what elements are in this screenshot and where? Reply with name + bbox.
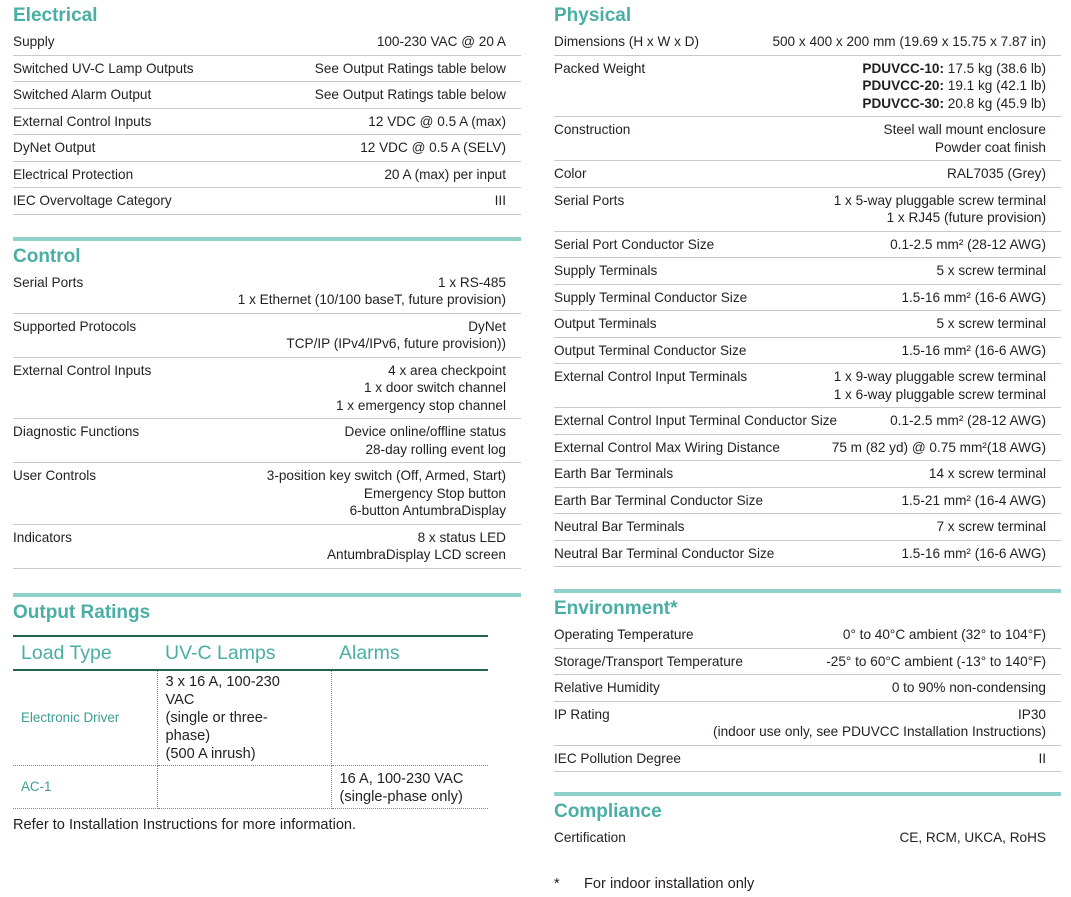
spec-label: External Control Input Terminals	[554, 369, 748, 384]
spec-row	[554, 746, 1061, 773]
spec-label: Supported Protocols	[13, 318, 137, 334]
spec-row	[554, 285, 1061, 312]
environment-section	[554, 593, 1061, 772]
compliance-section	[554, 796, 1061, 851]
section-title: Compliance	[554, 801, 662, 822]
output-ratings-table	[13, 635, 488, 809]
spec-value: 0° to 40°C ambient (32° to 104°F)	[842, 627, 1046, 642]
weight-value: 20.8 kg (45.9 lb)	[943, 95, 1046, 111]
value-line: AntumbraDisplay LCD screen	[326, 547, 506, 562]
column-header: UV-C Lamps	[157, 636, 331, 670]
spec-label: Diagnostic Functions	[13, 424, 140, 439]
cell-line: VAC	[165, 691, 195, 708]
spec-label: User Controls	[13, 468, 97, 483]
spec-row	[554, 258, 1061, 285]
spec-label: Supply Terminal Conductor Size	[554, 289, 748, 305]
value-line: Emergency Stop button	[363, 485, 506, 501]
spec-row	[554, 56, 1061, 118]
spec-value: 500 x 400 x 200 mm (19.69 x 15.75 x 7.87 in)	[772, 34, 1046, 49]
load-type-cell: AC-1	[13, 765, 157, 808]
value-line: Device online/offline status	[344, 424, 506, 439]
table-header-row	[13, 636, 488, 670]
spec-value: 1.5-16 mm² (16-6 AWG)	[901, 289, 1046, 305]
spec-row	[13, 109, 521, 136]
spec-value: 0 to 90% non-condensing	[891, 680, 1046, 695]
spec-label: Switched Alarm Output	[13, 87, 152, 102]
spec-label: Relative Humidity	[554, 680, 660, 695]
section-title: Environment*	[554, 598, 678, 619]
spec-row	[554, 117, 1061, 161]
model-name: PDUVCC-10:	[862, 60, 944, 76]
right-column	[554, 0, 1061, 851]
section-title: Physical	[554, 5, 632, 26]
cell-line: 16 A, 100-230 VAC	[339, 770, 464, 787]
value-line	[862, 60, 1046, 78]
table-row	[13, 670, 488, 766]
spec-row	[554, 232, 1061, 259]
spec-row	[554, 622, 1061, 649]
spec-label: DyNet Output	[13, 140, 96, 155]
spec-value: 12 VDC @ 0.5 A (SELV)	[360, 140, 506, 155]
spec-label: External Control Inputs	[13, 362, 152, 378]
value-line: 6-button AntumbraDisplay	[349, 503, 506, 518]
footnote-marker: *	[554, 876, 560, 892]
cell-line: (single or three-	[165, 709, 268, 726]
value-line	[862, 95, 1046, 113]
spec-row	[554, 311, 1061, 338]
spec-label: Earth Bar Terminals	[554, 466, 674, 481]
spec-label: External Control Inputs	[13, 113, 152, 129]
spec-row	[13, 29, 521, 56]
spec-label: Serial Port Conductor Size	[554, 236, 715, 252]
spec-value	[238, 274, 521, 309]
spec-label: Storage/Transport Temperature	[554, 653, 743, 669]
value-line: TCP/IP (IPv4/IPv6, future provision))	[286, 336, 506, 351]
spec-row	[554, 675, 1061, 702]
spec-label: Color	[554, 166, 587, 181]
spec-row	[13, 82, 521, 109]
spec-row	[13, 358, 521, 420]
spec-row	[554, 541, 1061, 568]
spec-value: 5 x screw terminal	[936, 316, 1046, 331]
spec-row	[13, 525, 521, 569]
spec-value	[713, 706, 1061, 741]
spec-label: Neutral Bar Terminals	[554, 519, 685, 534]
value-line: 4 x area checkpoint	[388, 362, 506, 378]
spec-label: IEC Overvoltage Category	[13, 193, 172, 208]
spec-value	[834, 192, 1061, 227]
electrical-section	[13, 0, 521, 215]
spec-row	[13, 162, 521, 189]
spec-row	[13, 270, 521, 314]
value-line: 1 x 6-way pluggable screw terminal	[833, 386, 1046, 402]
spec-label: Switched UV-C Lamp Outputs	[13, 60, 194, 76]
spec-value: 0.1-2.5 mm² (28-12 AWG)	[890, 413, 1046, 428]
spec-value: 5 x screw terminal	[936, 263, 1046, 278]
spec-label: IEC Pollution Degree	[554, 750, 681, 766]
value-line: 1 x 5-way pluggable screw terminal	[833, 192, 1046, 208]
uvc-cell	[157, 765, 331, 808]
spec-label: Output Terminal Conductor Size	[554, 342, 747, 358]
weight-value: 17.5 kg (38.6 lb)	[943, 60, 1046, 76]
spec-row	[554, 461, 1061, 488]
spec-value: 1.5-16 mm² (16-6 AWG)	[901, 545, 1046, 561]
weight-value: 19.1 kg (42.1 lb)	[943, 78, 1046, 93]
spec-label: Indicators	[13, 529, 72, 545]
spec-row	[554, 364, 1061, 408]
spec-label: External Control Input Terminal Conductor Size	[554, 413, 838, 428]
spec-label: Supply	[13, 34, 55, 49]
spec-value	[267, 467, 521, 520]
spec-value	[862, 60, 1061, 113]
spec-row	[13, 188, 521, 215]
spec-row	[554, 702, 1061, 746]
value-line: 28-day rolling event log	[365, 441, 506, 457]
spec-row	[554, 649, 1061, 676]
spec-label: Construction	[554, 122, 631, 137]
spec-label: External Control Max Wiring Distance	[554, 439, 780, 455]
cell-line: (single-phase only)	[339, 788, 463, 805]
value-line: 1 x RJ45 (future provision)	[886, 210, 1046, 225]
spec-value: 20 A (max) per input	[384, 166, 506, 182]
spec-row	[554, 488, 1061, 515]
spec-value: 75 m (82 yd) @ 0.75 mm²(18 AWG)	[831, 439, 1046, 455]
output-ratings-note: Refer to Installation Instructions for more information.	[13, 816, 357, 833]
cell-line: (500 A inrush)	[165, 745, 256, 762]
physical-section	[554, 0, 1061, 567]
alarms-cell	[331, 670, 488, 766]
spec-value: 14 x screw terminal	[928, 466, 1046, 481]
spec-label: Output Terminals	[554, 316, 657, 331]
spec-label: Dimensions (H x W x D)	[554, 34, 700, 49]
spec-label: Serial Ports	[13, 274, 84, 290]
footnote-text: For indoor installation only	[584, 876, 755, 892]
value-line: 1 x Ethernet (10/100 baseT, future provision)	[237, 292, 506, 307]
cell-line: phase)	[165, 727, 211, 744]
spec-label: Supply Terminals	[554, 263, 658, 278]
spec-value: 7 x screw terminal	[936, 519, 1046, 534]
model-name: PDUVCC-20:	[862, 78, 944, 93]
spec-value: II	[1038, 750, 1046, 766]
spec-row	[554, 825, 1061, 851]
value-line: 1 x door switch channel	[363, 380, 506, 395]
spec-label: Packed Weight	[554, 60, 646, 76]
control-section	[13, 241, 521, 569]
spec-value: See Output Ratings table below	[314, 60, 506, 76]
spec-value	[327, 529, 521, 564]
spec-row	[554, 435, 1061, 462]
spec-row	[554, 338, 1061, 365]
column-header: Alarms	[331, 636, 488, 670]
spec-value: See Output Ratings table below	[314, 87, 506, 102]
table-row	[13, 765, 488, 808]
spec-value: 12 VDC @ 0.5 A (max)	[368, 113, 506, 129]
value-line: 1 x RS-485	[437, 274, 506, 290]
load-type-cell: Electronic Driver	[13, 670, 157, 766]
value-line: 1 x emergency stop channel	[335, 397, 506, 413]
alarms-cell	[331, 765, 488, 808]
spec-row	[13, 56, 521, 83]
footnote	[554, 876, 754, 892]
spec-value: 0.1-2.5 mm² (28-12 AWG)	[890, 236, 1046, 252]
spec-label: Electrical Protection	[13, 166, 134, 182]
spec-value	[286, 318, 521, 353]
section-title: Electrical	[13, 5, 98, 26]
spec-label: Neutral Bar Terminal Conductor Size	[554, 545, 775, 561]
value-line: DyNet	[468, 318, 506, 334]
spec-value: -25° to 60°C ambient (-13° to 140°F)	[826, 653, 1046, 669]
spec-row	[554, 408, 1061, 435]
spec-row	[13, 135, 521, 162]
spec-value: RAL7035 (Grey)	[947, 166, 1046, 181]
column-header: Load Type	[13, 636, 157, 670]
spec-value	[336, 362, 521, 415]
spec-value	[884, 121, 1061, 156]
spec-value: 1.5-16 mm² (16-6 AWG)	[901, 342, 1046, 358]
value-line: Powder coat finish	[934, 139, 1046, 155]
value-line: IP30	[1018, 706, 1046, 722]
spec-row	[13, 314, 521, 358]
uvc-cell	[157, 670, 331, 766]
spec-row	[554, 161, 1061, 188]
spec-row	[554, 29, 1061, 56]
spec-label: Operating Temperature	[554, 627, 694, 642]
spec-row	[13, 419, 521, 463]
spec-value: 1.5-21 mm² (16-4 AWG)	[901, 492, 1046, 508]
value-line: 1 x 9-way pluggable screw terminal	[833, 369, 1046, 384]
value-line: 8 x status LED	[417, 529, 506, 545]
spec-label: Certification	[554, 830, 626, 845]
value-line: Steel wall mount enclosure	[883, 122, 1046, 137]
output-ratings-section	[13, 597, 521, 833]
spec-label: IP Rating	[554, 706, 610, 722]
section-title: Output Ratings	[13, 601, 151, 623]
spec-label: Serial Ports	[554, 192, 625, 208]
value-line: 3-position key switch (Off, Armed, Start)	[266, 468, 506, 483]
model-name: PDUVCC-30:	[862, 95, 944, 111]
spec-value: 100-230 VAC @ 20 A	[376, 34, 506, 49]
spec-row	[554, 188, 1061, 232]
spec-label: Earth Bar Terminal Conductor Size	[554, 492, 764, 508]
spec-value: CE, RCM, UKCA, RoHS	[899, 830, 1046, 845]
spec-value	[345, 423, 521, 458]
left-column	[13, 0, 521, 833]
cell-line: 3 x 16 A, 100-230	[165, 673, 280, 690]
spec-row	[13, 463, 521, 525]
spec-value: III	[494, 193, 506, 208]
spec-row	[554, 514, 1061, 541]
spec-value	[834, 368, 1061, 403]
value-line: (indoor use only, see PDUVCC Installation Instructions)	[713, 724, 1046, 739]
value-line	[862, 77, 1046, 95]
section-title: Control	[13, 245, 81, 267]
